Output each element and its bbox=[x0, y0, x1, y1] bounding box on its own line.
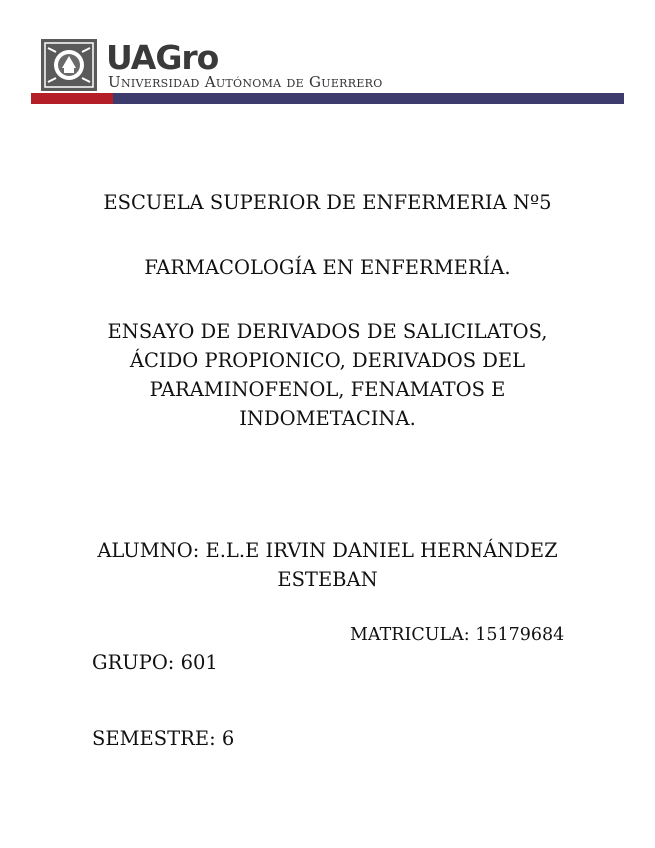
bar-purple-segment bbox=[113, 93, 624, 104]
university-name: Universidad Autónoma de Guerrero bbox=[108, 73, 383, 91]
semestre: SEMESTRE: 6 bbox=[92, 727, 235, 750]
grupo: GRUPO: 601 bbox=[92, 651, 218, 674]
student-name bbox=[0, 536, 655, 594]
university-seal-icon bbox=[40, 38, 98, 92]
essay-title bbox=[0, 317, 655, 433]
subject-title: FARMACOLOGÍA EN ENFERMERÍA. bbox=[144, 256, 511, 279]
header-color-bar bbox=[31, 93, 624, 104]
essay-title-line: ENSAYO DE DERIVADOS DE SALICILATOS, bbox=[107, 320, 548, 343]
logo-wordmark: UAGro bbox=[106, 38, 219, 77]
essay-title-line: INDOMETACINA. bbox=[239, 407, 416, 430]
essay-title-line: ÁCIDO PROPIONICO, DERIVADOS DEL bbox=[129, 349, 526, 372]
bar-red-segment bbox=[31, 93, 113, 104]
student-line: ALUMNO: E.L.E IRVIN DANIEL HERNÁNDEZ bbox=[97, 539, 558, 562]
matricula: MATRICULA: 15179684 bbox=[350, 625, 565, 645]
school-name: ESCUELA SUPERIOR DE ENFERMERIA Nº5 bbox=[103, 191, 552, 214]
student-line: ESTEBAN bbox=[277, 568, 378, 591]
essay-title-line: PARAMINOFENOL, FENAMATOS E bbox=[149, 378, 506, 401]
